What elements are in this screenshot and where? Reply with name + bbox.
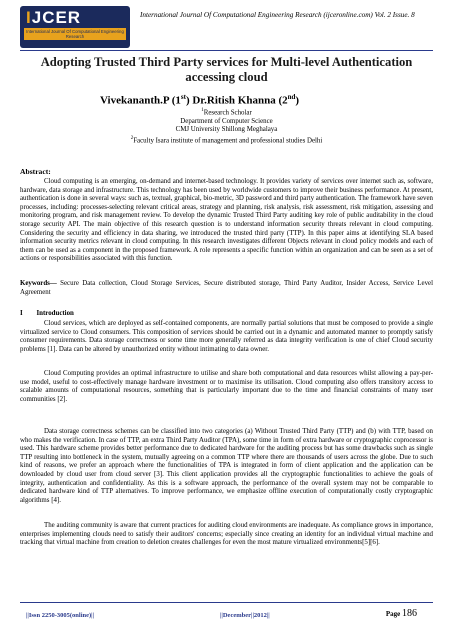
affiliation-1-sup: 1 [201, 108, 204, 113]
affiliations [40, 107, 413, 146]
paragraph-4-text: The auditing community is aware that current practices for auditing cloud environments are inadequate. As compliance grows in importance, enterprises implementing clouds need to satisfy their auditors' concerns; especially since creating an identity for an individual virtual machine and tracking that virtual machine from creation to deletion creates challenges for even the most mature virtualized environments[5][6]. [20, 522, 433, 547]
logo-letters-jcer: JCER [31, 8, 82, 27]
abstract-body: Cloud computing is an emerging, on-demand and internet-based technology. It provides variety of services over internet such as, software, hardware, data storage and infrastructure. This technology has been used by worldwide customers to improve their business performance. At present, authentication is done in several ways: such as, textual, graphical, bio-metric, 3D password and third party authentication. The framework have seven processes, including: processes-selecting relevant critical areas, strategy and planning, risk analysis, risk assessment, risk mitigation, assessing and monitoring program, and risk management review. To develop the dynamic Trusted Third Party auditing key role of public auditability in the cloud storage security API. The main objective of this research question is to understand information security threats relevant in cloud computing. Considering the security and efficiency in data sharing, we introduced the trusted third party (TTP). In this paper aims at identifying SLA based information security metrics relevant in cloud computing. In this research investigates different Objects relevant in cloud policy models and each of them can be used as a component in the proposed framework. A role represents a specific function within an organization and can be seen as a set of actions or responsibilities associated with this function. [20, 178, 433, 263]
section-heading-introduction: I Introduction [20, 310, 74, 317]
abstract-text [20, 178, 433, 264]
abstract-heading: Abstract: [20, 167, 51, 176]
affiliation-2-text: Faculty Isara institute of management and professional studies Delhi [133, 137, 323, 145]
keywords-text: Secure Data collection, Cloud Storage Services, Secure distributed storage, Third Party Auditor, Insider Access, Service Level Agreement [20, 280, 433, 296]
paragraph-2-text: Cloud Computing provides an optimal infrastructure to utilise and share both computational and data resources whilst allowing a pay-per-use model, useful to cost-effectively manage hardware investment or to maximise its utilisation. Cloud computing also offers transitory access to scalable amounts of computational resources, something that is particularly important due to the time and financial constraints of many user communities [2]. [20, 370, 433, 403]
footer-date: ||December||2012|| [220, 612, 270, 619]
paragraph-3 [20, 428, 433, 505]
paragraph-3-text: Data storage correctness schemes can be classified into two categories (a) Without Trusted Third Party (TTP) and (b) with TTP, based on who makes the verification. In case of TTP, an extra Third Party Auditor (TPA), some time in form of extra hardware or cryptographic coprocessor is used. This hardware scheme provides better performance due to dedicated hardware for the auditing process but has some drawbacks such as single TTP resulting into bottleneck in the system, mutually agreeing on a common TTP where there are thousands of users across the globe. Due to such kind of reasons, we prefer an approach where the functionalities of TPA is integrated in form of client application and the application can be downloaded by cloud user from cloud server [3]. This client application provides all the cryptographic functionalities to achieve the goals of integrity, authentication and confidentiality. As this is a software approach, the performance of the overall system may not be comparable to dedicated hardware kind of TTP alternatives. To improve performance, we emphasize offline execution of computationally costly cryptographic algorithms [4]. [20, 428, 433, 504]
affiliation-1 [40, 107, 413, 118]
affiliation-2-sup: 2 [130, 136, 134, 142]
author-1-sup: st [180, 93, 186, 101]
affiliation-1-role: Research Scholar [203, 109, 252, 117]
author-2: ) Dr.Ritish Khanna (2 [185, 94, 288, 107]
paragraph-1-text: Cloud services, which are deployed as self-contained components, are normally partial solutions that must be composed to provide a single virtualized service to Cloud consumers. This composition of services should be carried out in a dynamic and automated manner to promptly satisfy consumer requirements. Data storage correctness or some time more generally referred as data integrity verification is one of chief Cloud security problems [1]. Data can be altered by unauthorized entity without intimating to data owner. [20, 320, 433, 353]
journal-logo [20, 6, 130, 48]
logo-wordmark [26, 8, 81, 28]
author-2-sup: nd [287, 93, 296, 101]
affiliation-2 [40, 135, 413, 146]
footer-page-number [386, 608, 417, 619]
header-divider [20, 50, 433, 51]
footer-divider [20, 602, 433, 603]
affiliation-univ: CMJ University Shillong Meghalaya [175, 126, 278, 134]
paragraph-2 [20, 370, 433, 404]
logo-letter-i: I [26, 8, 32, 27]
journal-citation: International Journal Of Computational Engineering Research (ijceronline.com) Vol. 2 Issue. 8 [140, 11, 415, 19]
footer-issn: ||Issn 2250-3005(online)|| [26, 612, 95, 619]
author-1: Vivekananth.P (1 [100, 94, 181, 107]
paragraph-4 [20, 522, 433, 548]
journal-header [20, 6, 433, 50]
page-num: 186 [402, 608, 417, 619]
paragraph-1 [20, 320, 433, 354]
page-label: Page [385, 610, 402, 618]
author-end: ) [295, 94, 300, 107]
logo-subtitle: International Journal Of Computational Engineering Research [24, 28, 126, 40]
affiliation-dept: Department of Computer Science [180, 117, 273, 125]
author-line [100, 93, 450, 107]
keywords-label: Keywords— [20, 280, 57, 287]
keywords [20, 280, 433, 297]
paper-title: Adopting Trusted Third Party services for Multi-level Authentication accessing cloud [40, 55, 413, 84]
